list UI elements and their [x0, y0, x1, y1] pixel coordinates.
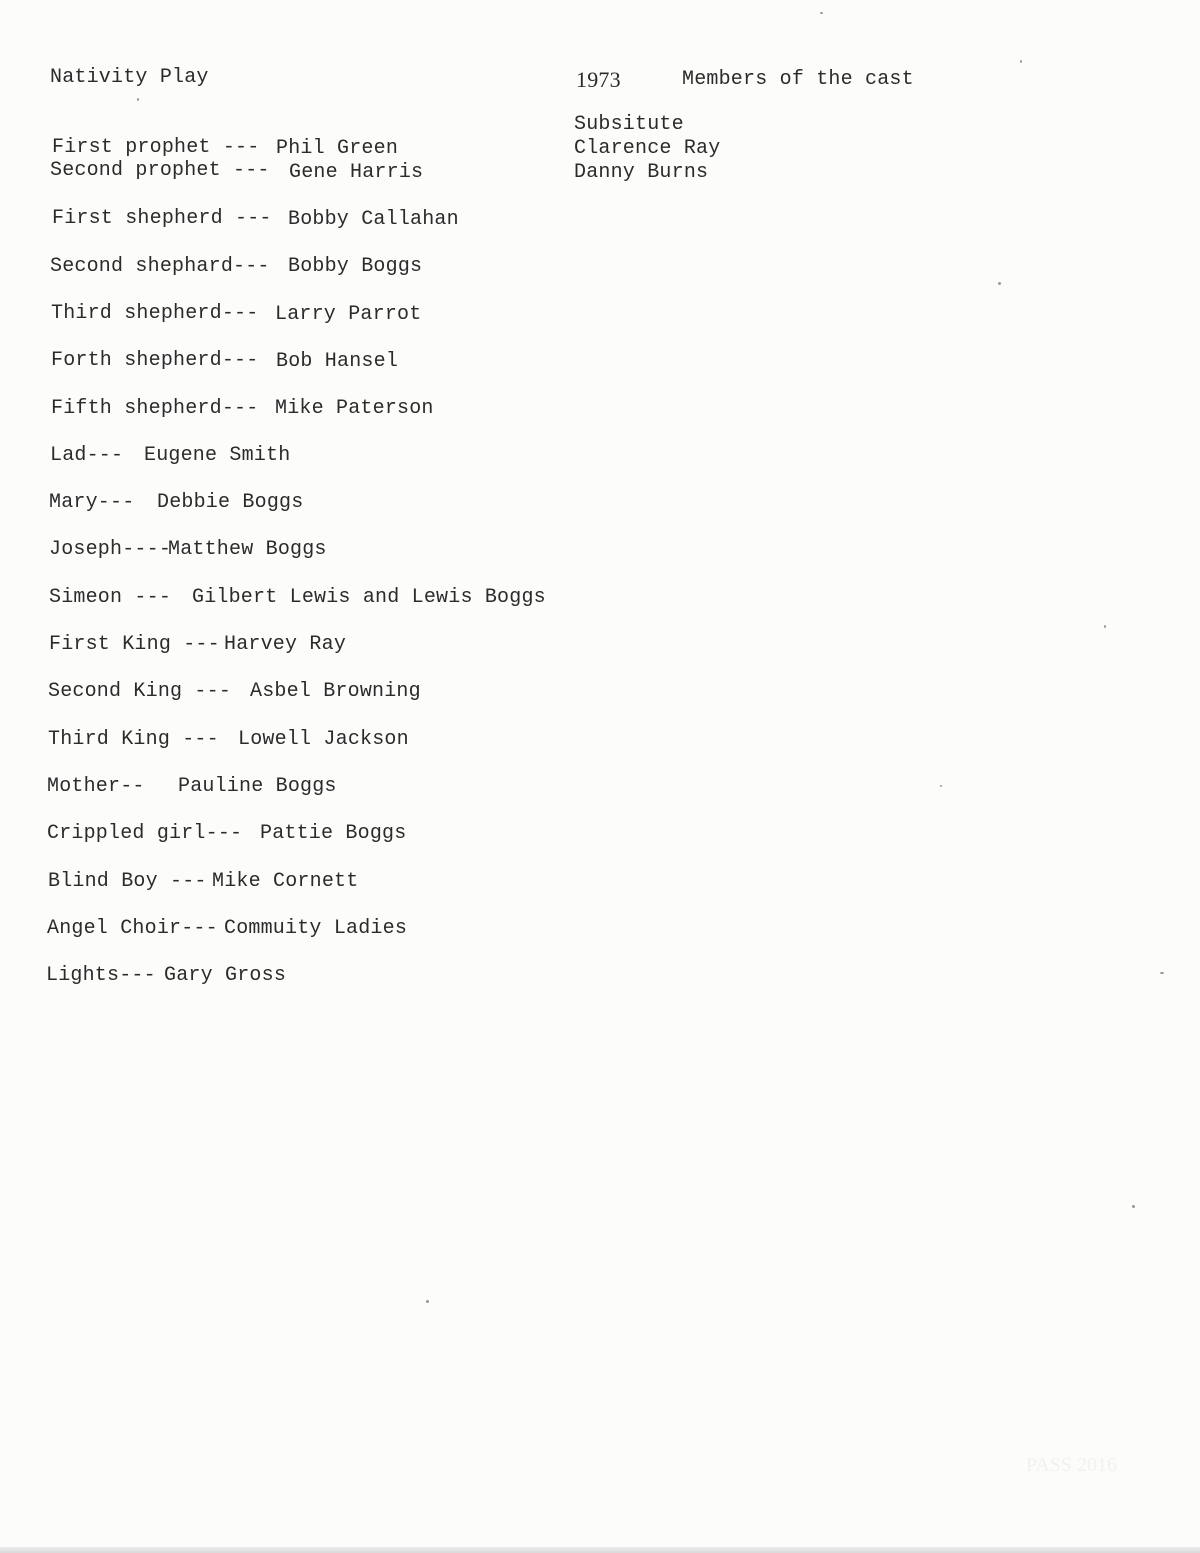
cast-actor: Pattie Boggs — [260, 822, 407, 845]
cast-role: Angel Choir--- — [47, 917, 218, 940]
document-year: 1973 — [576, 67, 621, 92]
cast-actor: Gene Harris — [289, 161, 424, 184]
cast-actor: Debbie Boggs — [157, 491, 304, 514]
paper-speck — [940, 785, 942, 787]
cast-actor: Larry Parrot — [275, 303, 422, 326]
paper-speck — [1104, 625, 1106, 628]
cast-role: Second King --- — [48, 680, 232, 703]
cast-role: First King --- — [49, 633, 220, 656]
cast-role: Mary--- — [49, 491, 135, 514]
cast-actor: Gilbert Lewis and Lewis Boggs — [192, 586, 546, 609]
cast-role: First shepherd --- — [52, 207, 272, 230]
cast-actor: Matthew Boggs — [168, 538, 327, 561]
paper-speck — [820, 12, 823, 14]
paper-speck — [1020, 60, 1022, 63]
page-bottom-edge — [0, 1547, 1200, 1553]
archive-watermark: PASS 2016 — [1026, 1454, 1117, 1476]
cast-role: First prophet --- — [52, 136, 260, 159]
substitute-name: Danny Burns — [574, 161, 709, 184]
cast-role: Lad--- — [50, 444, 124, 467]
cast-actor: Bobby Boggs — [288, 255, 423, 278]
paper-speck — [1132, 1205, 1135, 1208]
cast-actor: Gary Gross — [164, 964, 287, 987]
cast-actor: Bob Hansel — [276, 350, 399, 373]
cast-actor: Mike Cornett — [212, 870, 359, 893]
document-subtitle: Members of the cast — [682, 68, 914, 91]
cast-actor: Phil Green — [276, 137, 399, 160]
substitute-name: Clarence Ray — [574, 137, 721, 160]
cast-role: Fifth shepherd--- — [51, 397, 259, 420]
cast-actor: Mike Paterson — [275, 397, 434, 420]
cast-role: Simeon --- — [49, 586, 172, 609]
cast-role: Joseph---- — [49, 538, 172, 561]
cast-actor: Harvey Ray — [224, 633, 347, 656]
document-title: Nativity Play — [50, 66, 209, 89]
cast-role: Mother-- — [47, 775, 145, 798]
cast-role: Lights--- — [46, 964, 156, 987]
cast-actor: Commuity Ladies — [224, 917, 408, 940]
cast-actor: Bobby Callahan — [288, 208, 459, 231]
paper-speck — [426, 1300, 429, 1303]
cast-role: Blind Boy --- — [48, 870, 207, 893]
cast-actor: Lowell Jackson — [238, 728, 409, 751]
cast-role: Forth shepherd--- — [51, 349, 259, 372]
cast-role: Second shephard--- — [50, 255, 270, 278]
paper-speck — [998, 282, 1001, 285]
cast-role: Third shepherd--- — [51, 302, 259, 325]
cast-actor: Eugene Smith — [144, 444, 291, 467]
cast-actor: Asbel Browning — [250, 680, 421, 703]
substitutes-heading: Subsitute — [574, 113, 684, 136]
cast-actor: Pauline Boggs — [178, 775, 337, 798]
paper-speck — [137, 98, 139, 101]
cast-role: Second prophet --- — [50, 159, 270, 182]
cast-role: Third King --- — [48, 728, 219, 751]
cast-role: Crippled girl--- — [47, 822, 243, 845]
paper-speck — [1160, 972, 1164, 974]
